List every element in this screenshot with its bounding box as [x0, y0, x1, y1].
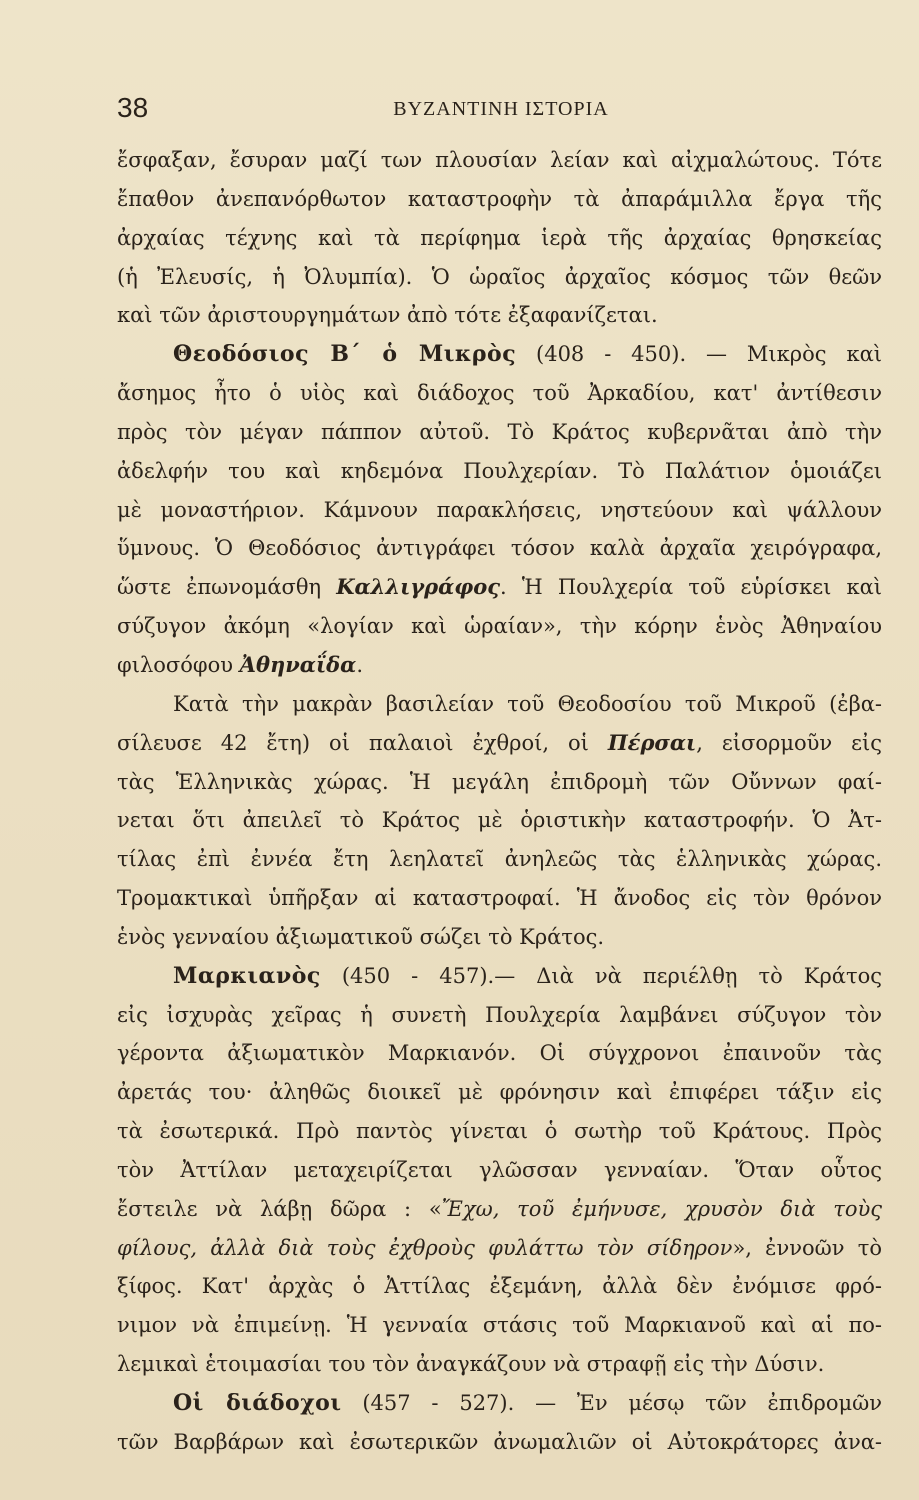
line-text: ἔπαθον ἀνεπανόρθωτον καταστροφὴν τὰ ἀπαράμιλλα ἔργα τῆς	[117, 186, 882, 211]
line-text: ἔσφαξαν, ἔσυραν μαζί των πλουσίαν λείαν καὶ αἰχμαλώτους. Τότε	[117, 148, 882, 172]
text-line	[117, 996, 882, 1035]
text-line	[117, 918, 882, 957]
text-line	[117, 491, 882, 530]
emphasized-name: Ἀθηναΐδα	[239, 651, 357, 677]
text-line	[117, 1151, 882, 1190]
line-text: σύζυγον ἀκόμη «λογίαν καὶ ὡραίαν», τὴν κόρην ἑνὸς Ἀθηναίου	[117, 614, 882, 639]
line-text: καὶ τῶν ἀριστουργημάτων ἀπὸ τότε ἐξαφανίζεται.	[117, 303, 658, 328]
line-text: τὰ ἐσωτερικά. Πρὸ παντὸς γίνεται ὁ σωτὴρ τοῦ Κράτους. Πρὸς	[117, 1119, 882, 1144]
line-text-tail: , εἰσορμοῦν εἰς	[696, 730, 882, 755]
page-header	[117, 92, 885, 132]
line-text: (ἡ Ἐλευσίς, ἡ Ὀλυμπία). Ὁ ὡραῖος ἀρχαῖος κόσμος τῶν θεῶν	[117, 264, 882, 289]
text-line	[117, 452, 882, 491]
line-text: ἑνὸς γενναίου ἀξιωματικοῦ σώζει τὸ Κράτος.	[117, 924, 605, 949]
text-line	[117, 413, 882, 452]
text-line	[117, 1306, 882, 1345]
text-line	[117, 763, 882, 802]
emphasized-name: Καλλιγράφος	[336, 574, 501, 600]
text-line	[117, 957, 882, 996]
line-text: (450 - 457).— Διὰ νὰ περιέλθῃ τὸ Κράτος	[341, 963, 882, 988]
section-heading: Μαρκιανὸς	[173, 962, 321, 989]
line-text: νιμον νὰ ἐπιμείνῃ. Ἡ γενναία στάσις τοῦ Μαρκιανοῦ καὶ αἱ πο-	[117, 1313, 882, 1338]
text-line	[117, 1229, 882, 1268]
line-text: (408 - 450). — Μικρὸς καὶ	[536, 342, 882, 367]
line-text: (457 - 527). — Ἐν μέσῳ τῶν ἐπιδρομῶν	[362, 1391, 882, 1415]
text-line	[117, 840, 882, 879]
text-line	[117, 607, 882, 646]
section-heading: Θεοδόσιος Β΄ ὁ Μικρὸς	[173, 341, 517, 368]
line-text: φιλοσόφου	[117, 652, 233, 677]
line-text: Κατὰ τὴν μακρὰν βασιλείαν τοῦ Θεοδοσίου τοῦ Μικροῦ (ἐβα-	[173, 691, 882, 716]
text-line	[117, 529, 882, 568]
line-text-tail: . Ἡ Πουλχερία τοῦ εὑρίσκει καὶ	[500, 575, 882, 600]
quoted-speech: Ἔχω, τοῦ ἐμήνυσε, χρυσὸν διὰ τοὺς	[441, 1196, 882, 1221]
line-text: λεμικαὶ ἑτοιμασίαι του τὸν ἀναγκάζουν νὰ στραφῇ εἰς τὴν Δύσιν.	[117, 1352, 825, 1377]
quoted-speech: φίλους, ἀλλὰ διὰ τοὺς ἐχθροὺς φυλάττω τὸν σίδηρον	[117, 1235, 733, 1260]
line-text: γέροντα ἀξιωματικὸν Μαρκιανόν. Οἱ σύγχρονοι ἐπαινοῦν τὰς	[117, 1041, 882, 1066]
line-text: ἔστειλε νὰ λάβῃ δῶρα : «	[117, 1196, 442, 1221]
text-line	[117, 1267, 882, 1306]
line-text: τὰς Ἑλληνικὰς χώρας. Ἡ μεγάλη ἐπιδρομὴ τῶν Οὔννων φαί-	[117, 769, 882, 794]
page-number: 38	[117, 92, 149, 123]
line-text: εἰς ἰσχυρὰς χεῖρας ἡ συνετὴ Πουλχερία λαμβάνει σύζυγον τὸν	[117, 1002, 882, 1027]
text-line	[117, 296, 882, 335]
body-text	[117, 141, 882, 1462]
section-heading: Οἱ διάδοχοι	[173, 1390, 342, 1416]
line-text: ἄσημος ἦτο ὁ υἱὸς καὶ διάδοχος τοῦ Ἀρκαδίου, κατ' ἀντίθεσιν	[117, 381, 882, 406]
line-text: σίλευσε 42 ἔτη) οἱ παλαιοὶ ἐχθροί, οἱ	[117, 730, 589, 755]
text-line	[117, 141, 882, 180]
line-text-tail: .	[356, 652, 363, 677]
line-text: ἀρετάς του· ἀληθῶς διοικεῖ μὲ φρόνησιν καὶ ἐπιφέρει τάξιν εἰς	[117, 1080, 882, 1105]
text-line	[117, 724, 882, 763]
line-text: μὲ μοναστήριον. Κάμνουν παρακλήσεις, νηστεύουν καὶ ψάλλουν	[117, 497, 882, 522]
text-line	[117, 801, 882, 840]
line-text: Τρομακτικαὶ ὑπῆρξαν αἱ καταστροφαί. Ἡ ἄνοδος εἰς τὸν θρόνον	[117, 886, 882, 911]
text-line	[117, 258, 882, 297]
line-text: ἀδελφήν του καὶ κηδεμόνα Πουλχερίαν. Τὸ Παλάτιον ὁμοιάζει	[117, 458, 882, 483]
text-line	[117, 1345, 882, 1384]
text-line	[117, 1034, 882, 1073]
line-text: ξίφος. Κατ' ἀρχὰς ὁ Ἀττίλας ἐξεμάνη, ἀλλὰ δὲν ἐνόμισε φρό-	[117, 1274, 882, 1299]
text-line	[117, 219, 882, 258]
text-line	[117, 1190, 882, 1229]
text-line	[117, 180, 882, 219]
line-text: ὕμνους. Ὁ Θεοδόσιος ἀντιγράφει τόσον καλὰ ἀρχαῖα χειρόγραφα,	[117, 536, 882, 561]
line-text: ὥστε ἐπωνομάσθη	[117, 575, 322, 600]
text-line	[117, 879, 882, 918]
text-line	[117, 1073, 882, 1112]
text-line	[117, 1112, 882, 1151]
line-text: τὸν Ἀττίλαν μεταχειρίζεται γλῶσσαν γενναίαν. Ὅταν οὗτος	[117, 1157, 882, 1182]
text-line	[117, 646, 882, 685]
line-text-tail: », ἐννοῶν τὸ	[732, 1235, 882, 1260]
text-line	[117, 685, 882, 724]
text-line	[117, 374, 882, 413]
line-text: νεται ὅτι ἀπειλεῖ τὸ Κράτος μὲ ὁριστικὴν καταστροφήν. Ὁ Ἀτ-	[117, 808, 882, 833]
emphasized-name: Πέρσαι	[607, 729, 697, 755]
text-line	[117, 1384, 882, 1423]
line-text: ἀρχαίας τέχνης καὶ τὰ περίφημα ἱερὰ τῆς ἀρχαίας θρησκείας	[117, 225, 882, 250]
text-line	[117, 335, 882, 374]
line-text: πρὸς τὸν μέγαν πάππον αὐτοῦ. Τὸ Κράτος κυβερνᾶται ἀπὸ τὴν	[117, 419, 882, 444]
text-line	[117, 1423, 882, 1462]
running-head: ΒΥΖΑΝΤΙΝΗ ΙΣΤΟΡΙΑ	[393, 98, 609, 120]
text-line	[117, 568, 882, 607]
line-text: τίλας ἐπὶ ἐννέα ἔτη λεηλατεῖ ἀνηλεῶς τὰς ἑλληνικὰς χώρας.	[117, 847, 882, 872]
line-text: τῶν Βαρβάρων καὶ ἐσωτερικῶν ἀνωμαλιῶν οἱ Αὐτοκράτορες ἀνα-	[117, 1429, 882, 1454]
